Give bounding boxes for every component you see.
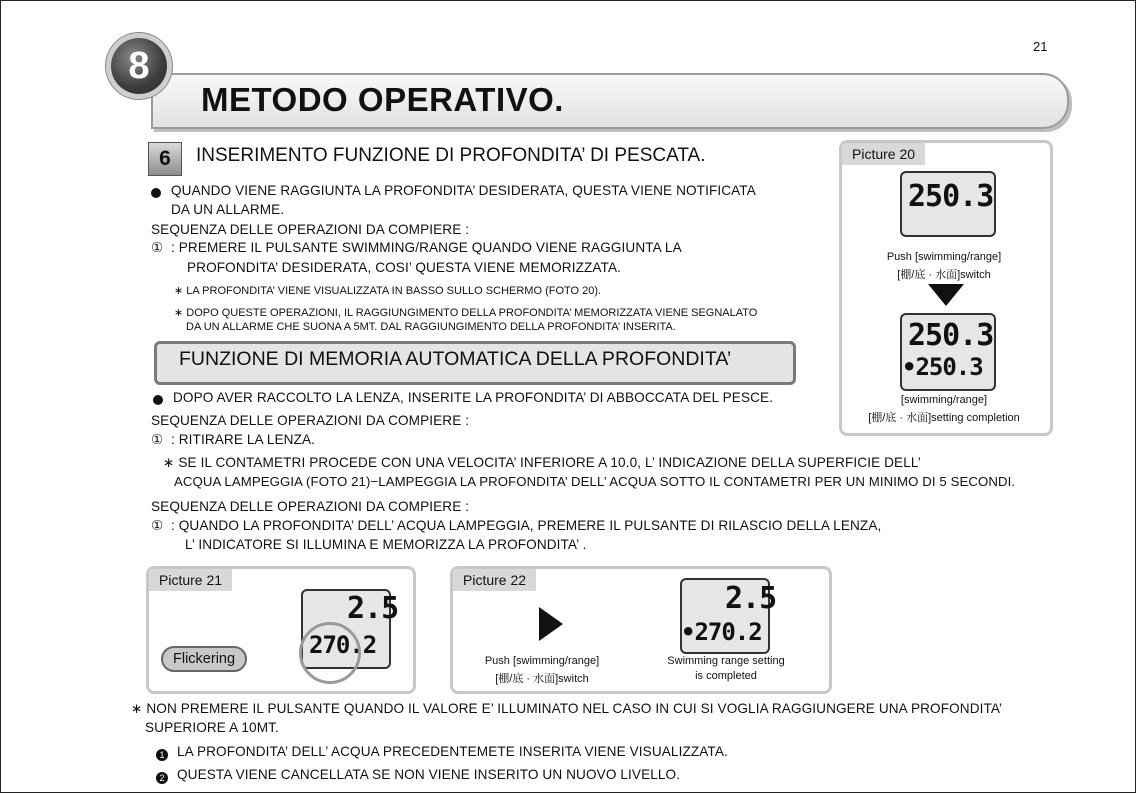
- section-bullet-line2: DA UN ALLARME.: [171, 202, 285, 217]
- memory-bullet-line: DOPO AVER RACCOLTO LA LENZA, INSERITE LA PROFONDITA’ DI ABBOCCATA DEL PESCE.: [173, 390, 774, 405]
- flicker-highlight-circle: [299, 622, 361, 684]
- picture22-lcd-top: 2.5: [725, 581, 777, 616]
- memory-step-marker: ①: [151, 432, 164, 447]
- step1-line2: PROFONDITA’ DESIDERATA, COSI’ QUESTA VIENE MEMORIZZATA.: [187, 260, 621, 275]
- picture22-caption-right-line1: Swimming range setting: [667, 655, 785, 667]
- picture20-caption2-line2: [棚/底 · 水面]setting completion: [868, 412, 1020, 424]
- section-bullet-line1: QUANDO VIENE RAGGIUNTA LA PROFONDITA’ DESIDERATA, QUESTA VIENE NOTIFICATA: [171, 183, 756, 198]
- picture21-lcd-bottom: 270.2: [309, 631, 377, 659]
- page-title: METODO OPERATIVO.: [201, 81, 564, 118]
- picture22-caption-right-line2: is completed: [695, 670, 757, 682]
- picture20-label: Picture 20: [842, 143, 925, 165]
- step-marker: ①: [151, 240, 164, 255]
- note1: ∗ LA PROFONDITA’ VIENE VISUALIZZATA IN BASSO SULLO SCHERMO (FOTO 20).: [174, 285, 602, 297]
- note2-line2: DA UN ALLARME CHE SUONA A 5MT. DAL RAGGIUNGIMENTO DELLA PROFONDITA’ INSERITA.: [186, 321, 676, 333]
- picture22-label: Picture 22: [453, 569, 536, 591]
- memory-sequence-label2: SEQUENZA DELLE OPERAZIONI DA COMPIERE :: [151, 499, 470, 514]
- picture20-caption1-line2: [棚/底 · 水面]switch: [897, 269, 991, 281]
- footer-note-line1: ∗ NON PREMERE IL PULSANTE QUANDO IL VALORE E’ ILLUMINATO NEL CASO IN CUI SI VOGLIA RAGGIUNGERE UNA PROFONDITA’: [131, 701, 1003, 716]
- picture22-lcd-bottom: •270.2: [681, 618, 762, 646]
- picture22-caption-left-line1: Push [swimming/range]: [484, 655, 600, 667]
- down-arrow-icon: [928, 284, 964, 306]
- picture21-lcd-top: 2.5: [347, 591, 399, 626]
- item1-marker: 1: [156, 745, 168, 763]
- section-title: INSERIMENTO FUNZIONE DI PROFONDITA’ DI PESCATA.: [196, 145, 706, 166]
- right-arrow-icon: [539, 607, 563, 641]
- memory-note-line1: ∗ SE IL CONTAMETRI PROCEDE CON UNA VELOCITA’ INFERIORE A 10.0, L’ INDICAZIONE DELLA SUPERFICIE DELL’: [163, 455, 921, 470]
- item2-marker: 2: [156, 768, 168, 786]
- flickering-label: Flickering: [161, 646, 247, 672]
- memory-step1: : RITIRARE LA LENZA.: [171, 432, 316, 447]
- footer-item2: QUESTA VIENE CANCELLATA SE NON VIENE INSERITO UN NUOVO LIVELLO.: [177, 767, 681, 782]
- picture20-lcd-value: 250.3: [908, 179, 994, 214]
- footer-item1: LA PROFONDITA’ DELL’ ACQUA PRECEDENTEMETE INSERITA VIENE VISUALIZZATA.: [177, 744, 728, 759]
- memory-step2-line2: L’ INDICATORE SI ILLUMINA E MEMORIZZA LA PROFONDITA’ .: [185, 537, 587, 552]
- picture20-lcd2-top: 250.3: [908, 318, 994, 353]
- picture20-caption1-line1: Push [swimming/range]: [886, 251, 1002, 263]
- bullet-dot-icon: [153, 392, 163, 410]
- bullet-dot-icon: [151, 185, 161, 203]
- memory-sequence-label: SEQUENZA DELLE OPERAZIONI DA COMPIERE :: [151, 413, 470, 428]
- chapter-number-badge: 8: [111, 38, 167, 94]
- note2-line1: ∗ DOPO QUESTE OPERAZIONI, IL RAGGIUNGIMENTO DELLA PROFONDITA’ MEMORIZZATA VIENE SEGNALATO: [174, 307, 758, 319]
- footer-note-line2: SUPERIORE A 10MT.: [145, 720, 279, 735]
- picture21-label: Picture 21: [149, 569, 232, 591]
- picture22-caption-left-line2: [棚/底 · 水面]switch: [495, 673, 589, 685]
- picture20-caption2-line1: [swimming/range]: [900, 394, 988, 406]
- page-number: 21: [1033, 39, 1048, 54]
- sequence-label: SEQUENZA DELLE OPERAZIONI DA COMPIERE :: [151, 222, 470, 237]
- section-number-badge: 6: [148, 142, 182, 176]
- picture20-lcd2-bottom: •250.3: [902, 353, 983, 381]
- memory-note-line2: ACQUA LAMPEGGIA (FOTO 21)−LAMPEGGIA LA PROFONDITA’ DELL’ ACQUA SOTTO IL CONTAMETRI PER UN MINIMO DI 5 SECONDI.: [174, 474, 1016, 489]
- memory-heading: FUNZIONE DI MEMORIA AUTOMATICA DELLA PROFONDITA’: [179, 348, 732, 370]
- step1-line1: : PREMERE IL PULSANTE SWIMMING/RANGE QUANDO VIENE RAGGIUNTA LA: [171, 240, 682, 255]
- memory-step2-marker: ①: [151, 518, 164, 533]
- memory-step2-line1: : QUANDO LA PROFONDITA’ DELL’ ACQUA LAMPEGGIA, PREMERE IL PULSANTE DI RILASCIO DELLA LENZA,: [171, 518, 882, 533]
